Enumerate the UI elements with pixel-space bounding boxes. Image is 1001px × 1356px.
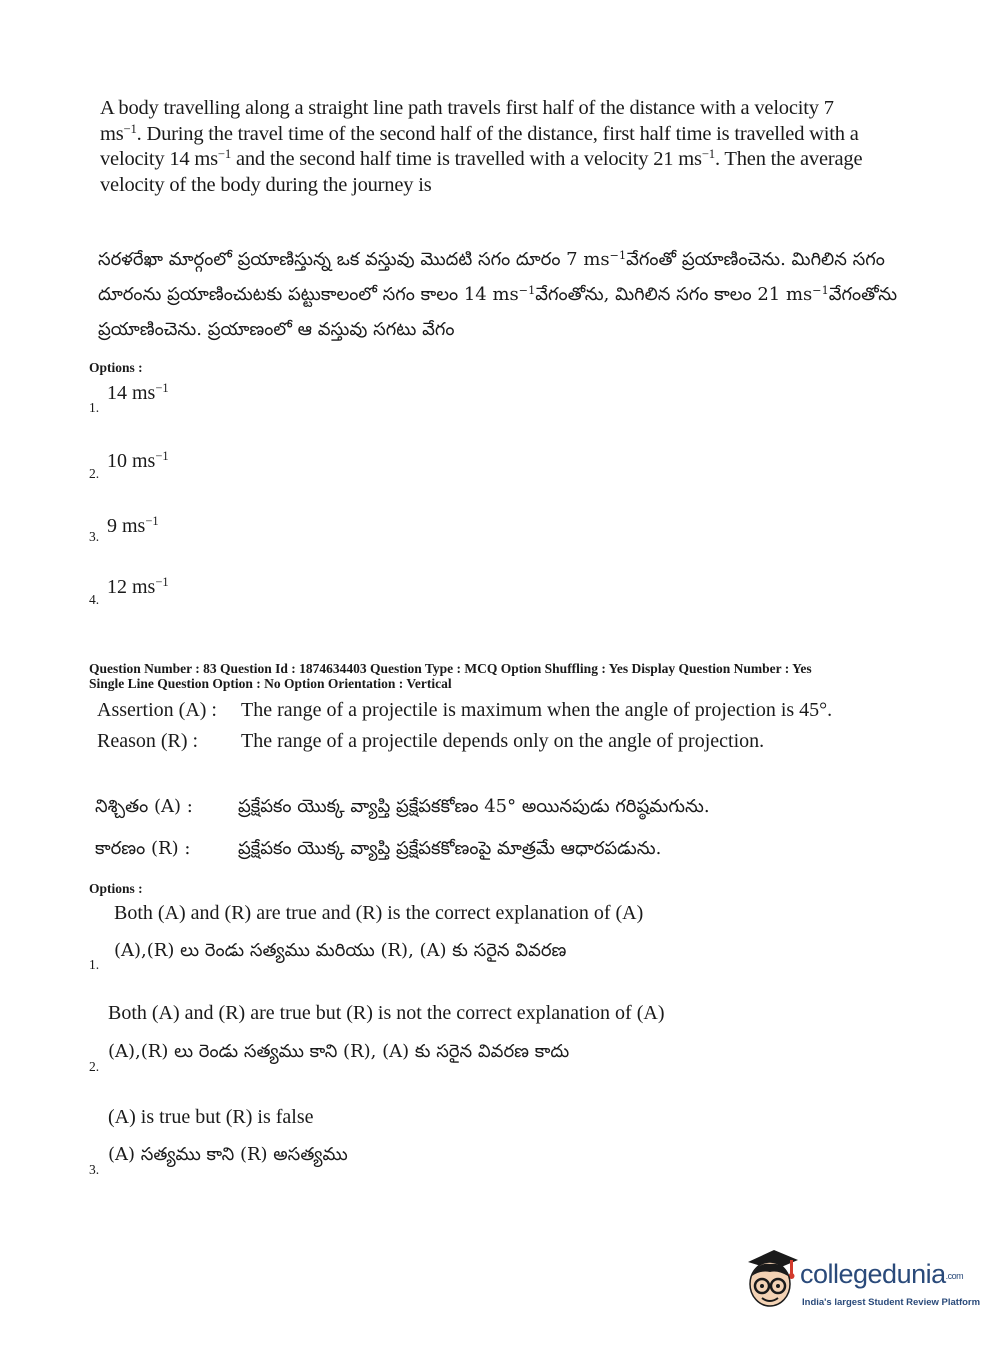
question-meta-line-2: Single Line Question Option : No Option Orientation : Vertical: [89, 676, 452, 691]
assertion-label-telugu: నిశ్చితం (A) :: [95, 796, 193, 817]
option-a-2-telugu: (A),(R) లు రెండు సత్యము కాని (R), (A) కు సరైన వివరణ కాదు: [108, 1041, 570, 1062]
options-heading: Options :: [89, 360, 143, 375]
assertion-text: The range of a projectile is maximum when the angle of projection is 45°.: [241, 699, 833, 721]
option-a-3-telugu: (A) సత్యము కాని (R) అసత్యము: [108, 1144, 348, 1165]
option-1-number: 1.: [89, 400, 100, 415]
reason-text-telugu: ప్రక్షేపకం యొక్క వ్యాప్తి ప్రక్షేపకకోణంపై మాత్రమే ఆధారపడును.: [238, 838, 662, 859]
option-1-value: 14 $ms^{-1}$: [107, 381, 169, 404]
option-3-value: 9 $ms^{-1}$: [107, 514, 159, 537]
question-meta-line-1: Question Number : 83 Question Id : 1874634403 Question Type : MCQ Option Shuffling : Yes Display Question Number : Yes: [89, 661, 812, 676]
option-a-2-number: 2.: [89, 1059, 100, 1074]
option-a-1-english: Both (A) and (R) are true and (R) is the correct explanation of (A): [114, 902, 644, 924]
reason-label-telugu: కారణం (R) :: [95, 838, 191, 859]
option-a-1-telugu: (A),(R) లు రెండు సత్యము మరియు (R), (A) కు సరైన వివరణ: [114, 940, 567, 961]
logo-wordmark: collegedunia.com: [800, 1259, 964, 1289]
assertion-text-telugu: ప్రక్షేపకం యొక్క వ్యాప్తి ప్రక్షేపకకోణం 45° అయినపుడు గరిష్ఠమగును.: [238, 796, 710, 817]
option-a-1[interactable]: [89, 900, 889, 980]
question-text-telugu: సరళరేఖా మార్గంలో ప్రయాణిస్తున్న ఒక వస్తువు మొదటి సగం దూరం 7 $ms^{-1}వేగంతో$ ప్రయాణించెను. మిగిలిన సగం దూరంను ప్రయాణించుటకు పట్టుకాలంలో సగం కాలం 14 $ms^{-1}వేగంతోను$, మిగిలిన సగం కాలం 21 $ms^{-1}వేగంతోను$ ప్రయాణించెను. ప్రయాణంలో ఆ వస్తువు సగటు వేగం: [98, 248, 898, 340]
question-text-english: A body travelling along a straight line path travels first half of the distance with a velocity 7 $ms^{-1}$. During the travel time of the second half of the distance, first half time is travelled with a velocity 14 $ms^{-1}$ and the second half time is travelled with a velocity 21 $ms^{-1}$. Then the average velocity of the body during the journey is: [100, 97, 863, 196]
options-heading-2: Options :: [89, 881, 143, 896]
option-a-1-number: 1.: [89, 957, 100, 972]
question-meta: [89, 661, 969, 691]
option-a-2[interactable]: [89, 1000, 889, 1080]
option-a-3[interactable]: [89, 1104, 889, 1184]
option-a-3-english: (A) is true but (R) is false: [108, 1106, 314, 1128]
assertion-row: [97, 699, 217, 722]
option-4-number: 4.: [89, 592, 100, 607]
option-a-3-number: 3.: [89, 1162, 100, 1177]
option-a-2-english: Both (A) and (R) are true but (R) is not the correct explanation of (A): [108, 1002, 665, 1024]
option-3-number: 3.: [89, 529, 100, 544]
option-4-value: 12 $ms^{-1}$: [107, 575, 169, 598]
logo-tagline: India's largest Student Review Platform: [802, 1297, 981, 1308]
reason-text: The range of a projectile depends only on the angle of projection.: [241, 730, 765, 752]
collegedunia-mascot-icon: [744, 1248, 800, 1310]
assertion-label: Assertion (A) :: [97, 699, 217, 721]
reason-label: Reason (R) :: [97, 730, 199, 752]
option-2-value: 10 $ms^{-1}$: [107, 449, 169, 472]
option-2-number: 2.: [89, 466, 100, 481]
